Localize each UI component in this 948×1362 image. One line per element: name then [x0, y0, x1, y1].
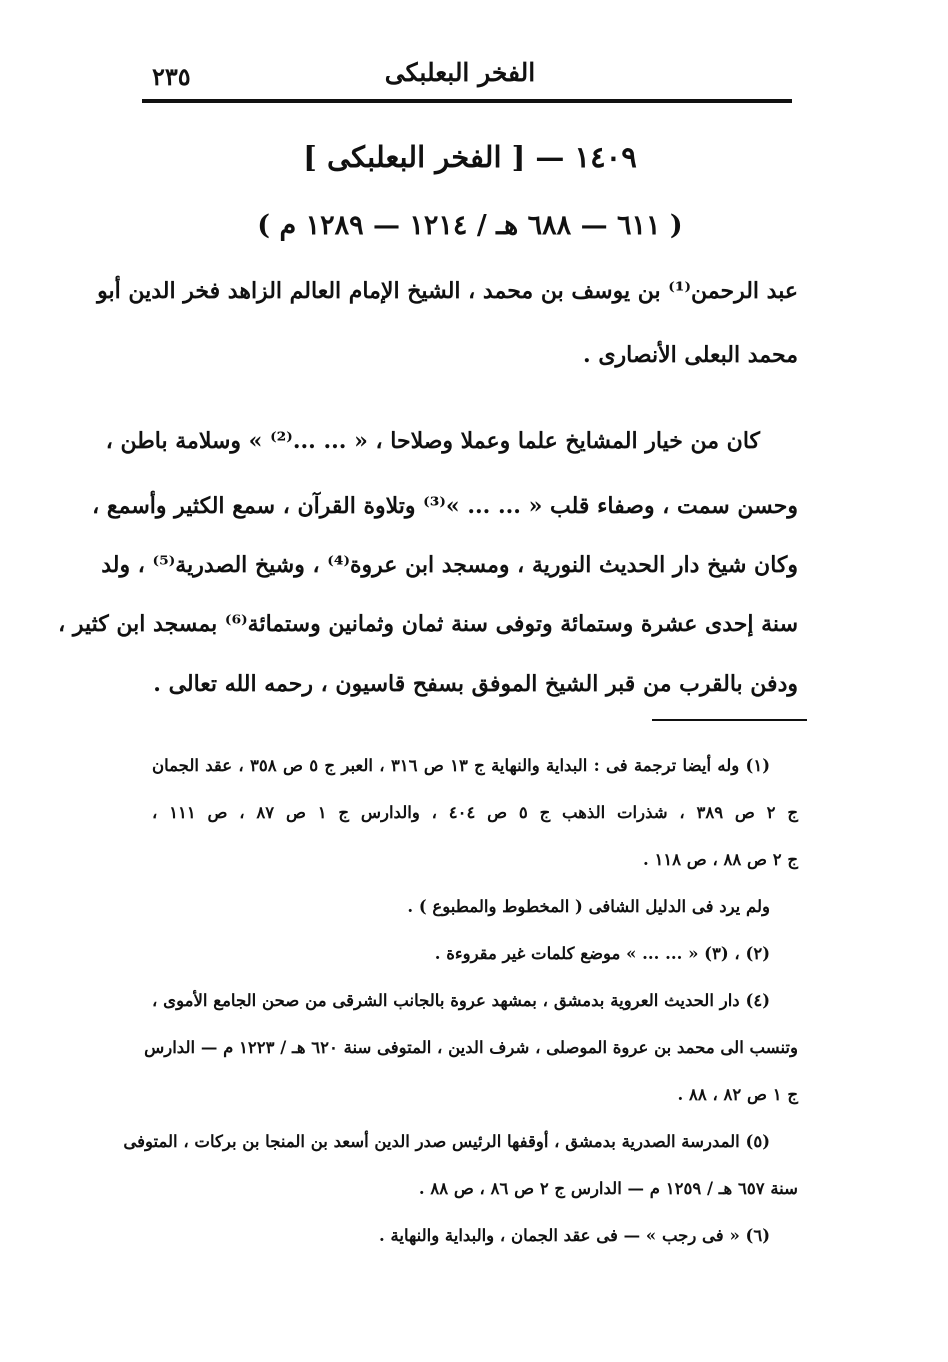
footnote-line: (٥) المدرسة الصدرية بدمشق ، أوقفها الرئيس صدر الدين أسعد بن المنجا بن بركات ، المتوفى	[123, 1132, 770, 1151]
footnote-line: ج ١ ص ٨٢ ، ٨٨ .	[677, 1085, 798, 1104]
footnote-line: وتنسب الى محمد بن عروة الموصلى ، شرف الدين ، المتوفى سنة ٦٢٠ هـ / ١٢٢٣ م — الدارس	[144, 1038, 798, 1057]
intro-line: محمد البعلى الأنصارى .	[583, 342, 798, 368]
page-number: ٢٣٥	[152, 62, 191, 91]
header-rule	[142, 99, 792, 103]
footnote-line: (٢) ، (٣) « ... ... » موضع كلمات غير مقروءة .	[434, 944, 770, 963]
bio-line: وحسن سمت ، وصفاء قلب « ... ... »⁽³⁾ وتلاوة القرآن ، سمع الكثير وأسمع ،	[92, 493, 798, 519]
footnote-line: ولم يرد فى الدليل الشافى ( المخطوط والمطبوع ) .	[407, 897, 770, 916]
bio-line: ودفن بالقرب من قبر الشيخ الموفق بسفح قاسيون ، رحمه الله تعالى .	[153, 671, 798, 697]
intro-line: عبد الرحمن⁽¹⁾ بن يوسف بن محمد ، الشيخ الإمام العالم الزاهد فخر الدين أبو	[97, 278, 798, 304]
footnote-line: (١) وله أيضا ترجمة فى : البداية والنهاية ج ١٣ ص ٣١٦ ، العبر ج ٥ ص ٣٥٨ ، عقد الجمان	[152, 756, 770, 775]
footnote-line: سنة ٦٥٧ هـ / ١٢٥٩ م — الدارس ج ٢ ص ٨٦ ، ص ٨٨ .	[418, 1179, 798, 1198]
footnote-line: ج ٢ ص ٣٨٩ ، شذرات الذهب ج ٥ ص ٤٠٤ ، والدارس ج ١ ص ٨٧ ، ص ١١١ ،	[152, 803, 799, 822]
bio-line: كان من خيار المشايخ علما وعملا وصلاحا ، « ... ...⁽²⁾ » وسلامة باطن ،	[105, 428, 760, 454]
bio-line: وكان شيخ دار الحديث النورية ، ومسجد ابن عروة⁽⁴⁾ ، وشيخ الصدرية⁽⁵⁾ ، ولد	[101, 552, 798, 578]
footnote-line: (٦) « فى رجب » — فى عقد الجمان ، والبداية والنهاية .	[379, 1226, 770, 1245]
footnote-line: (٤) دار الحديث العروية بدمشق ، بمشهد عروة بالجانب الشرقى من صحن الجامع الأموى ،	[152, 991, 770, 1010]
entry-title: ١٤٠٩ — [ الفخر البعلبكى ]	[303, 140, 637, 174]
footnote-line: ج ٢ ص ٨٨ ، ص ١١٨ .	[642, 850, 798, 869]
entry-dates: ( ٦١١ — ٦٨٨ هـ / ١٢١٤ — ١٢٨٩ م )	[257, 210, 683, 241]
bio-line: سنة إحدى عشرة وستمائة وتوفى سنة ثمان وثمانين وستمائة⁽⁶⁾ بمسجد ابن كثير ،	[58, 611, 798, 637]
running-title: الفخر البعلبكى	[384, 58, 536, 87]
footnote-rule	[652, 719, 807, 721]
